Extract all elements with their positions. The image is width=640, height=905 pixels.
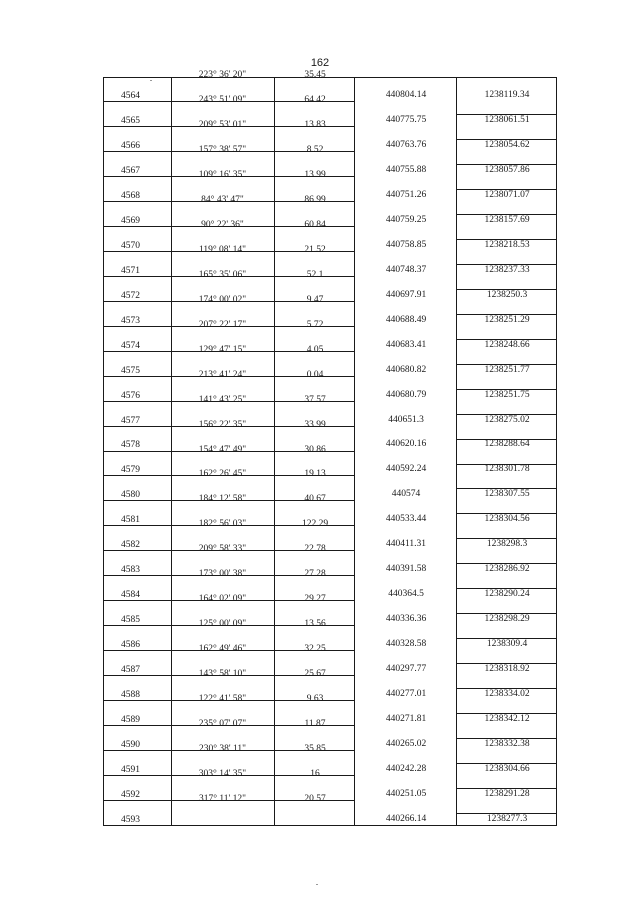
point-cell: 4578 <box>121 440 140 451</box>
y-coordinate-cell: 1238290.24 <box>484 589 530 600</box>
angle-cell: 209° 58' 33" <box>198 544 247 555</box>
point-cell: 4590 <box>121 740 140 751</box>
x-coordinate-cell: 440533.44 <box>385 514 427 525</box>
angle-cell: 317° 11' 12" <box>198 794 247 805</box>
distance-cell: 5.72 <box>306 319 324 330</box>
angle-cell: 141° 43' 25" <box>198 394 247 405</box>
y-coordinate-cell: 1238157.69 <box>484 214 530 225</box>
point-cell: 4581 <box>121 515 140 526</box>
distance-cell: 27.28 <box>304 569 326 580</box>
angle-cell: 165° 35' 06" <box>198 269 247 280</box>
y-coordinate-cell: 1238071.07 <box>484 189 530 200</box>
point-cell: 4593 <box>121 814 140 825</box>
distance-cell: 9.47 <box>306 294 324 305</box>
x-coordinate-cell: 440411.31 <box>385 539 427 550</box>
distance-cell: 0.04 <box>306 369 324 380</box>
distance-cell: 13.56 <box>304 619 326 630</box>
distance-cell: 35.85 <box>304 744 326 755</box>
distance-cell: 40.67 <box>304 494 326 505</box>
x-coordinate-cell: 440651.3 <box>388 414 424 425</box>
scan-speck <box>316 884 318 885</box>
y-coordinate-cell: 1238277.3 <box>486 813 528 824</box>
y-coordinate-cell: 1238054.62 <box>484 139 530 150</box>
y-coordinate-cell: 1238332.38 <box>484 739 530 750</box>
x-coordinate-cell: 440574 <box>391 489 421 500</box>
x-coordinate-cell: 440758.85 <box>385 239 427 250</box>
distance-cell: 11.87 <box>304 719 326 730</box>
y-coordinate-cell: 1238309.4 <box>486 639 528 650</box>
angle-cell: 230° 38' 11" <box>198 744 247 755</box>
angle-cell: 243° 51' 09" <box>198 94 247 105</box>
distance-cell: 52.1 <box>306 269 324 280</box>
angle-cell: 207° 22' 17" <box>198 319 247 330</box>
angle-cell: 162° 26' 45" <box>198 469 247 480</box>
point-cell: 4582 <box>121 540 140 551</box>
angle-cell: 209° 53' 01" <box>198 119 247 130</box>
angle-cell: 235° 07' 07" <box>198 719 247 730</box>
angle-cell: 90° 22' 36" <box>201 219 244 230</box>
point-cell: 4591 <box>121 765 140 776</box>
point-cell: 4567 <box>121 165 140 176</box>
y-coordinate-cell: 1238307.55 <box>484 489 530 500</box>
x-coordinate-cell: 440759.25 <box>385 214 427 225</box>
x-coordinate-cell: 440297.77 <box>385 664 427 675</box>
y-coordinate-cell: 1238288.64 <box>484 439 530 450</box>
x-coordinate-cell: 440751.26 <box>385 189 427 200</box>
point-cell: 4589 <box>121 715 140 726</box>
angle-cell: 184° 12' 58" <box>198 494 247 505</box>
x-coordinate-cell: 440336.36 <box>385 614 427 625</box>
point-cell: 4580 <box>121 490 140 501</box>
x-coordinate-cell: 440592.24 <box>385 464 427 475</box>
distance-cell: 25.67 <box>304 669 326 680</box>
y-coordinate-cell: 1238291.28 <box>484 789 530 800</box>
y-coordinate-cell: 1238298.29 <box>484 614 530 625</box>
x-coordinate-cell: 440804.14 <box>385 89 427 100</box>
point-cell: 4568 <box>121 190 140 201</box>
y-coordinate-cell: 1238248.66 <box>484 339 530 350</box>
point-cell: 4585 <box>121 615 140 626</box>
y-coordinate-cell: 1238057.86 <box>484 164 530 175</box>
y-coordinate-cell: 1238298.3 <box>486 539 528 550</box>
distance-cell: 19.13 <box>304 469 326 480</box>
angle-cell: 84° 43' 47" <box>201 194 244 205</box>
angle-cell: 174° 00' 02" <box>198 294 247 305</box>
distance-cell: 20.57 <box>304 794 326 805</box>
x-coordinate-cell: 440277.01 <box>385 689 427 700</box>
distance-cell: 9.63 <box>306 694 324 705</box>
x-coordinate-cell: 440391.58 <box>385 564 427 575</box>
distance-cell: 8.52 <box>306 144 324 155</box>
distance-cell: 29.27 <box>304 594 326 605</box>
x-coordinate-cell: 440328.58 <box>385 639 427 650</box>
distance-cell: 86.99 <box>304 194 326 205</box>
distance-cell: 13.83 <box>304 119 326 130</box>
y-coordinate-cell: 1238275.02 <box>484 414 530 425</box>
y-coordinate-cell: 1238334.02 <box>484 689 530 700</box>
angle-cell: 162° 49' 46" <box>198 644 247 655</box>
point-cell: 4569 <box>121 215 140 226</box>
angle-cell: 125° 00' 09" <box>198 619 247 630</box>
angle-cell: 157° 38' 57" <box>198 144 247 155</box>
point-cell: 4573 <box>121 315 140 326</box>
point-cell: 4572 <box>121 290 140 301</box>
point-cell: 4592 <box>121 790 140 801</box>
point-cell: 4564 <box>121 90 140 101</box>
point-cell: 4571 <box>121 265 140 276</box>
distance-cell: 13.99 <box>304 169 326 180</box>
x-coordinate-cell: 440775.75 <box>385 114 427 125</box>
angle-cell: 122° 41' 58" <box>198 694 247 705</box>
point-cell: 4583 <box>121 565 140 576</box>
y-coordinate-cell: 1238119.34 <box>484 89 530 100</box>
y-coordinate-cell: 1238286.92 <box>484 564 530 575</box>
distance-cell: 22.78 <box>304 544 326 555</box>
angle-cell: 303° 14' 35" <box>198 769 247 780</box>
point-cell: 4588 <box>121 690 140 701</box>
y-coordinate-cell: 1238304.66 <box>484 764 530 775</box>
point-cell: 4577 <box>121 415 140 426</box>
y-coordinate-cell: 1238250.3 <box>486 289 528 300</box>
distance-cell: 60.84 <box>304 219 326 230</box>
point-cell: 4565 <box>121 115 140 126</box>
x-coordinate-cell: 440265.02 <box>385 739 427 750</box>
y-coordinate-cell: 1238342.12 <box>484 714 530 725</box>
x-coordinate-cell: 440680.79 <box>385 389 427 400</box>
x-coordinate-cell: 440680.82 <box>385 364 427 375</box>
angle-cell: 223° 36' 20" <box>198 70 247 80</box>
y-coordinate-cell: 1238304.56 <box>484 514 530 525</box>
angle-cell: 156° 22' 35" <box>198 419 247 430</box>
angle-cell: 154° 47' 49" <box>198 444 247 455</box>
point-cell: 4579 <box>121 465 140 476</box>
point-cell: 4566 <box>121 140 140 151</box>
angle-cell: 119° 08' 14" <box>198 244 247 255</box>
x-coordinate-cell: 440755.88 <box>385 164 427 175</box>
y-coordinate-cell: 1238237.33 <box>484 264 530 275</box>
point-cell: 4570 <box>121 240 140 251</box>
y-coordinate-cell: 1238301.78 <box>484 464 530 475</box>
y-coordinate-cell: 1238318.92 <box>484 664 530 675</box>
coordinates-table <box>103 70 557 826</box>
angle-cell: 182° 56' 03" <box>198 519 247 530</box>
x-coordinate-cell: 440688.49 <box>385 314 427 325</box>
x-coordinate-cell: 440697.91 <box>385 289 427 300</box>
angle-cell: 213° 41' 24" <box>198 369 247 380</box>
y-coordinate-cell: 1238251.75 <box>484 389 530 400</box>
distance-cell: 33.99 <box>304 419 326 430</box>
point-cell: 4576 <box>121 390 140 401</box>
x-coordinate-cell: 440251.05 <box>385 789 427 800</box>
distance-cell: 37.57 <box>304 394 326 405</box>
distance-cell: 16 <box>310 769 320 780</box>
point-cell: 4584 <box>121 590 140 601</box>
x-coordinate-cell: 440266.14 <box>385 813 427 824</box>
distance-cell: 35.45 <box>304 70 326 80</box>
y-coordinate-cell: 1238251.77 <box>484 364 530 375</box>
point-cell: 4575 <box>121 365 140 376</box>
x-coordinate-cell: 440364.5 <box>388 589 424 600</box>
angle-cell: 129° 47' 15" <box>198 344 247 355</box>
x-coordinate-cell: 440271.81 <box>385 714 427 725</box>
y-coordinate-cell: 1238061.51 <box>484 114 530 125</box>
x-coordinate-cell: 440620.16 <box>385 439 427 450</box>
y-coordinate-cell: 1238251.29 <box>484 314 530 325</box>
x-coordinate-cell: 440748.37 <box>385 264 427 275</box>
x-coordinate-cell: 440763.76 <box>385 139 427 150</box>
angle-cell: 173° 00' 38" <box>198 569 247 580</box>
angle-cell: 164° 02' 09" <box>198 594 247 605</box>
angle-cell: 143° 58' 10" <box>198 669 247 680</box>
y-coordinate-cell: 1238218.53 <box>484 239 530 250</box>
distance-cell: 4.05 <box>306 344 324 355</box>
x-coordinate-cell: 440683.41 <box>385 339 427 350</box>
distance-cell: 30.86 <box>304 444 326 455</box>
distance-cell: 64.42 <box>304 94 326 105</box>
point-cell: 4587 <box>121 665 140 676</box>
page-number: 162 <box>310 57 330 69</box>
point-cell: 4586 <box>121 640 140 651</box>
x-coordinate-cell: 440242.28 <box>385 764 427 775</box>
point-cell: 4574 <box>121 340 140 351</box>
distance-cell: 21.52 <box>304 244 326 255</box>
angle-cell: 109° 16' 35" <box>198 169 247 180</box>
distance-cell: 32.25 <box>304 644 326 655</box>
distance-cell: 122.29 <box>301 519 329 530</box>
